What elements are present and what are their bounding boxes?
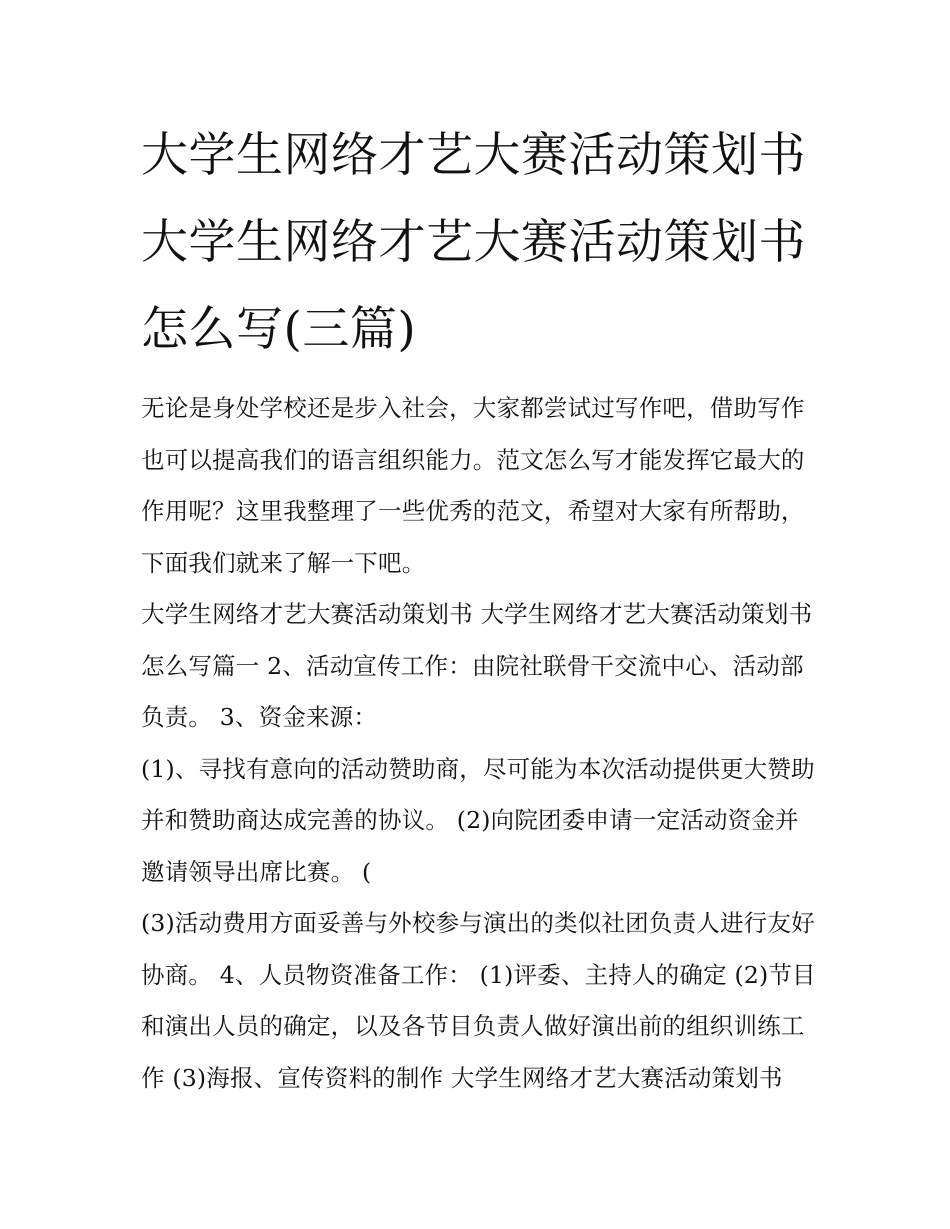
document-page — [141, 112, 821, 1104]
body-paragraph-1: 大学生网络才艺大赛活动策划书 大学生网络才艺大赛活动策划书怎么写篇一 2、活动宣传工作：由院社联骨干交流中心、活动部负责。 3、资金来源： — [141, 600, 813, 731]
document-title: 大学生网络才艺大赛活动策划书 大学生网络才艺大赛活动策划书怎么写(三篇) — [141, 128, 806, 357]
body-paragraph-2: (1)、寻找有意向的活动赞助商，尽可能为本次活动提供更大赞助并和赞助商达成完善的协议。 (2)向院团委申请一定活动资金并邀请领导出席比赛。 ( — [141, 754, 815, 886]
body-paragraph-3: (3)活动费用方面妥善与外校参与演出的类似社团负责人进行友好协商。 4、人员物资准备工作： (1)评委、主持人的确定 (2)节目和演出人员的确定，以及各节目负责人做好演出前的组织训练工作 (3)海报、宣传资料的制作 大学生网络才艺大赛活动策划书 — [141, 909, 816, 1092]
intro-paragraph: 无论是身处学校还是步入社会，大家都尝试过写作吧，借助写作也可以提高我们的语言组织能力。范文怎么写才能发挥它最大的作用呢？这里我整理了一些优秀的范文，希望对大家有所帮助，下面我们就来了解一下吧。 — [141, 394, 805, 577]
